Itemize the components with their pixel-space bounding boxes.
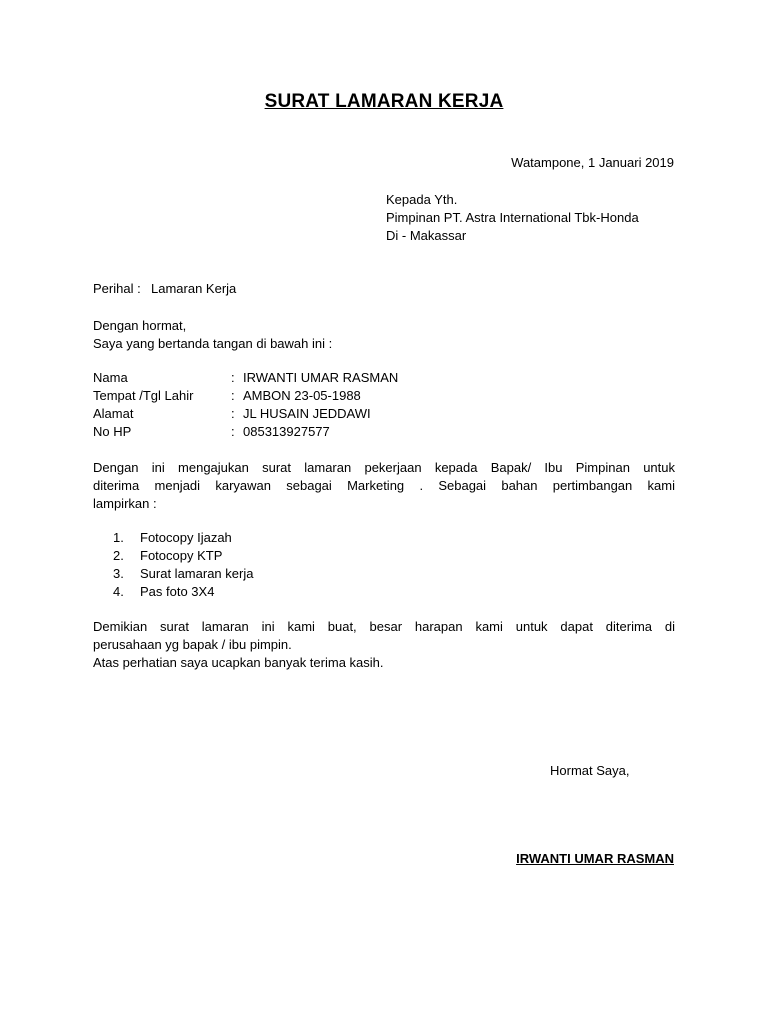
body-paragraph xyxy=(93,459,675,513)
biodata-separator: : xyxy=(231,370,235,385)
list-item xyxy=(113,583,253,601)
body-line-3: lampirkan : xyxy=(93,496,157,511)
greeting: Dengan hormat, xyxy=(93,318,187,333)
recipient-salutation: Kepada Yth. xyxy=(386,192,458,207)
list-text: Pas foto 3X4 xyxy=(140,584,215,599)
biodata-label: No HP xyxy=(93,424,132,439)
list-number: 3. xyxy=(113,566,124,581)
closing-line-1: Demikian surat lamaran ini kami buat, besar harapan kami untuk dapat diterima di xyxy=(93,619,675,634)
biodata-label: Nama xyxy=(93,370,128,385)
list-text: Fotocopy KTP xyxy=(140,548,223,563)
subject-line xyxy=(93,280,236,298)
list-text: Surat lamaran kerja xyxy=(140,566,254,581)
biodata-row-address xyxy=(93,405,398,423)
subject-value: Lamaran Kerja xyxy=(151,281,237,296)
biodata-separator: : xyxy=(231,406,235,421)
biodata-value: AMBON 23-05-1988 xyxy=(243,388,361,403)
biodata-value: JL HUSAIN JEDDAWI xyxy=(243,406,371,421)
recipient-company: Pimpinan PT. Astra International Tbk-Honda xyxy=(386,210,639,225)
biodata-separator: : xyxy=(231,424,235,439)
closing-line-2: perusahaan yg bapak / ibu pimpin. xyxy=(93,637,292,652)
list-number: 2. xyxy=(113,548,124,563)
list-text: Fotocopy Ijazah xyxy=(140,530,232,545)
biodata-row-birth xyxy=(93,387,398,405)
letter-title: SURAT LAMARAN KERJA xyxy=(264,91,504,112)
biodata-label: Alamat xyxy=(93,406,134,421)
subject-label: Perihal : xyxy=(93,281,141,296)
biodata-separator: : xyxy=(231,388,235,403)
recipient-location: Di - Makassar xyxy=(386,228,467,243)
list-item xyxy=(113,565,253,583)
closing-line-3: Atas perhatian saya ucapkan banyak terima kasih. xyxy=(93,655,384,670)
list-item xyxy=(113,547,253,565)
list-number: 1. xyxy=(113,530,124,545)
regards: Hormat Saya, xyxy=(550,763,630,778)
biodata-row-phone xyxy=(93,423,398,441)
signature-name: IRWANTI UMAR RASMAN xyxy=(516,851,674,866)
opening-block xyxy=(93,317,332,353)
biodata-label: Tempat /Tgl Lahir xyxy=(93,388,194,403)
biodata-value: 085313927577 xyxy=(243,424,330,439)
list-item xyxy=(113,529,253,547)
recipient-block xyxy=(386,191,639,245)
biodata-table xyxy=(93,369,398,441)
letter-date: Watampone, 1 Januari 2019 xyxy=(511,155,674,170)
body-line-1: Dengan ini mengajukan surat lamaran pekerjaan kepada Bapak/ Ibu Pimpinan untuk xyxy=(93,460,675,475)
list-number: 4. xyxy=(113,584,124,599)
body-line-2: diterima menjadi karyawan sebagai Marketing . Sebagai bahan pertimbangan kami xyxy=(93,478,675,493)
closing-paragraph xyxy=(93,618,675,672)
attachment-list xyxy=(113,529,253,601)
biodata-row-name xyxy=(93,369,398,387)
intro-line: Saya yang bertanda tangan di bawah ini : xyxy=(93,336,333,351)
biodata-value: IRWANTI UMAR RASMAN xyxy=(243,370,399,385)
